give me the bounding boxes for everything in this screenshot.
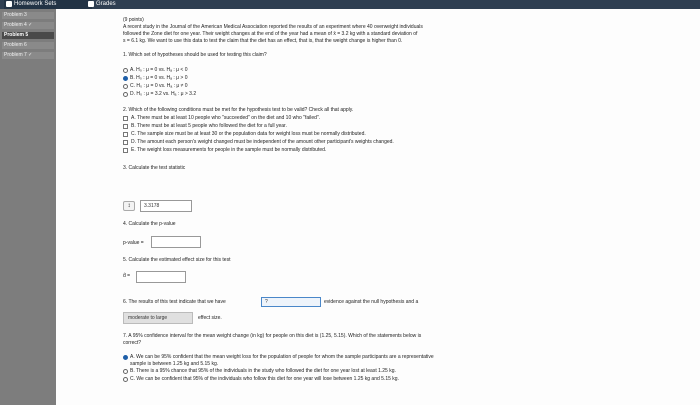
intro-line-2: followed the Zone diet for one year. Their weight changes at the end of the year had a mean of x̄ = 3.2 kg with a standard deviation of	[123, 31, 418, 37]
checkbox-icon[interactable]	[123, 140, 128, 145]
radio-icon[interactable]	[123, 377, 128, 382]
radio-icon[interactable]	[123, 68, 128, 73]
checkbox-icon[interactable]	[123, 116, 128, 121]
q1-option-d[interactable]	[123, 91, 196, 97]
top-nav	[0, 0, 700, 9]
radio-selected-icon[interactable]	[123, 355, 128, 360]
option-label: C. We can be confident that 95% of the individuals who follow this diet for one year will lose between 1.25 kg and 5.15 kg.	[130, 376, 399, 382]
grades-icon	[88, 1, 94, 7]
checkbox-icon[interactable]	[123, 132, 128, 137]
radio-selected-icon[interactable]	[123, 76, 128, 81]
sign-selector[interactable]: ↕	[123, 201, 135, 211]
sidebar	[0, 9, 56, 405]
q7-option-a[interactable]	[123, 354, 434, 360]
q7-option-a-cont: sample is between 1.25 kg and 5.15 kg.	[130, 361, 219, 367]
q2-option-e[interactable]	[123, 147, 326, 153]
p-value-label: p-value =	[123, 240, 144, 246]
q3-text: 3. Calculate the test statistic	[123, 165, 186, 171]
q1-text: 1. Which set of hypotheses should be used for testing this claim?	[123, 52, 267, 58]
q6-text-c: effect size.	[198, 315, 222, 321]
homework-icon	[6, 1, 12, 7]
option-label: A. We can be 95% confident that the mean weight loss for the population of people for whom the sample participants are a representative	[130, 354, 434, 360]
option-label: A. There must be at least 10 people who "succeeded" on the diet and 10 who "failed".	[131, 115, 321, 121]
q2-option-a[interactable]	[123, 115, 320, 121]
checkbox-icon[interactable]	[123, 124, 128, 129]
option-label: B. There is a 95% chance that 95% of the individuals in the study who followed the diet for one year lost at least 1.25 kg.	[130, 368, 396, 374]
checkbox-icon[interactable]	[123, 148, 128, 153]
p-value-input[interactable]	[151, 236, 201, 248]
radio-icon[interactable]	[123, 84, 128, 89]
q6-text-a: 6. The results of this test indicate that we have	[123, 299, 226, 305]
effect-size-dropdown[interactable]: moderate to large	[123, 312, 193, 324]
option-label: B. There must be at least 5 people who followed the diet for a full year.	[131, 123, 287, 129]
tab-label: Homework Sets	[14, 1, 57, 7]
radio-icon[interactable]	[123, 369, 128, 374]
tab-homework-sets[interactable]	[4, 0, 92, 9]
sidebar-item-problem-4[interactable]: Problem 4 ✓	[2, 22, 54, 29]
q6-text-b: evidence against the null hypothesis and a	[324, 299, 419, 305]
option-label: D. The amount each person's weight changed must be independent of the amount other participant's weights changed.	[131, 139, 394, 145]
sidebar-item-problem-7[interactable]: Problem 7 ✓	[2, 52, 54, 59]
q7-text-2: correct?	[123, 340, 142, 346]
effect-size-label: d̂ =	[123, 273, 131, 279]
q1-option-c[interactable]	[123, 83, 188, 89]
option-label: E. The weight loss measurements for people in the sample must be normally distributed.	[131, 147, 327, 153]
option-label: A. H₀ : μ = 0 vs. Hₐ : μ < 0	[130, 67, 188, 73]
sidebar-item-problem-3[interactable]: Problem 3	[2, 12, 54, 19]
intro-line-3: s = 6.1 kg. We want to use this data to test the claim that the diet has an effect, that is, that the weight change is higher than 0.	[123, 38, 403, 44]
radio-icon[interactable]	[123, 92, 128, 97]
q2-option-c[interactable]	[123, 131, 366, 137]
evidence-dropdown[interactable]: ?	[261, 297, 321, 307]
q1-option-b[interactable]	[123, 75, 188, 81]
option-label: B. H₀ : μ = 0 vs. Hₐ : μ > 0	[130, 75, 188, 81]
q2-text: 2. Which of the following conditions must be met for the hypothesis test to be valid? Check all that apply.	[123, 107, 354, 113]
sidebar-item-problem-5[interactable]: Problem 5	[2, 32, 54, 39]
option-label: C. The sample size must be at least 30 or the population data for weight loss must be normally distributed.	[131, 131, 366, 137]
points-label: (9 points)	[123, 17, 144, 23]
option-label: D. H₀ : μ = 3.2 vs. Hₐ : μ > 3.2	[130, 91, 197, 97]
q7-option-c[interactable]	[123, 376, 399, 382]
q1-option-a[interactable]	[123, 67, 188, 73]
q4-text: 4. Calculate the p-value	[123, 221, 176, 227]
q2-option-d[interactable]	[123, 139, 394, 145]
sidebar-item-problem-6[interactable]: Problem 6	[2, 42, 54, 49]
problem-panel	[56, 9, 700, 405]
tab-label: Grades	[96, 1, 116, 7]
q7-option-b[interactable]	[123, 368, 396, 374]
q2-option-b[interactable]	[123, 123, 287, 129]
q7-text-1: 7. A 95% confidence interval for the mean weight change (in kg) for people on this diet is (1.25, 5.15). Which of the statements below is	[123, 333, 422, 339]
q5-text: 5. Calculate the estimated effect size for this test	[123, 257, 231, 263]
intro-line-1: A recent study in the Journal of the American Medical Association reported the results of an experiment where 40 overweight individuals	[123, 24, 423, 30]
effect-size-input[interactable]	[136, 271, 186, 283]
test-statistic-input[interactable]: 3.3178	[140, 200, 192, 212]
option-label: C. H₀ : μ = 0 vs. Hₐ : μ ≠ 0	[130, 83, 188, 89]
tab-grades[interactable]	[86, 0, 146, 9]
